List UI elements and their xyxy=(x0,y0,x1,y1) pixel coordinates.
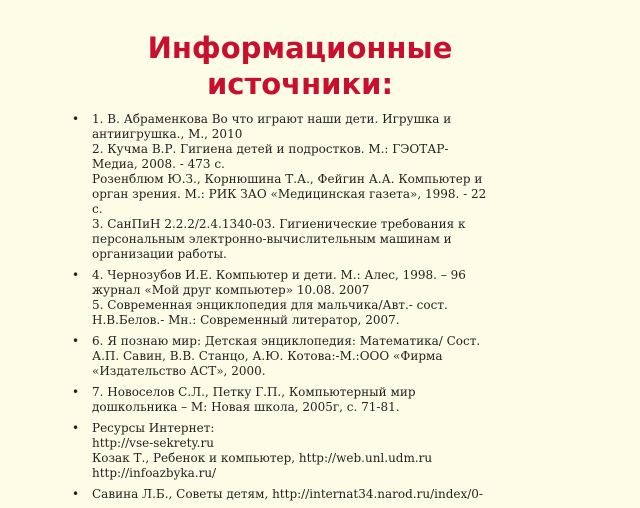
source-line: 1. В. Абраменкова Во что играют наши дети. Игрушка и xyxy=(92,112,452,126)
source-item xyxy=(72,268,542,328)
source-line: «Издательство АСТ», 2000. xyxy=(92,364,266,378)
source-line: 4. Чернозубов И.Е. Компьютер и дети. М.: Алес, 1998. – 96 xyxy=(92,268,466,282)
bullet-icon: • xyxy=(72,385,80,399)
bullet-icon: • xyxy=(72,421,80,435)
source-line: Розенблюм Ю.З., Корнюшина Т.А., Фейгин А.А. Компьютер и xyxy=(92,172,483,186)
bullet-icon: • xyxy=(72,334,80,348)
source-item xyxy=(72,421,542,481)
slide-title-line-1: Информационные xyxy=(147,31,453,65)
source-line: орган зрения. М.: РИК ЗАО «Медицинская газета», 1998. - 22 xyxy=(92,187,487,201)
source-line: 6. Я познаю мир: Детская энциклопедия: Математика/ Сост. xyxy=(92,334,481,348)
source-line: Козак Т., Ребенок и компьютер, http://web.unl.udm.ru xyxy=(92,451,433,465)
source-line: Медиа, 2008. - 473 с. xyxy=(92,157,225,171)
source-line: http://vse-sekrety.ru xyxy=(92,436,214,450)
sources-list xyxy=(72,112,542,508)
source-line: А.П. Савин, В.В. Станцо, А.Ю. Котова:-М.:ООО «Фирма xyxy=(92,349,443,363)
slide-title-line-2: источники: xyxy=(206,67,394,101)
source-item xyxy=(72,385,542,415)
source-line: 3. СанПиН 2.2.2/2.4.1340-03. Гигиенические требования к xyxy=(92,217,466,231)
source-line: с. xyxy=(92,202,103,216)
bullet-icon: • xyxy=(72,268,80,282)
source-line: Ресурсы Интернет: xyxy=(92,421,215,435)
source-item xyxy=(72,112,542,262)
source-line: журнал «Мой друг компьютер» 10.08. 2007 xyxy=(92,283,370,297)
source-line: антиигрушка., М., 2010 xyxy=(92,127,243,141)
source-line: дошкольника – М: Новая школа, 2005г, с. 71-81. xyxy=(92,400,400,414)
source-line: Савина Л.Б., Советы детям, http://internat34.narod.ru/index/0- xyxy=(92,487,483,501)
source-line: http://infoazbyka.ru/ xyxy=(92,466,217,480)
source-line: Н.В.Белов.- Мн.: Современный литератор, 2007. xyxy=(92,313,400,327)
source-line: 5. Современная энциклопедия для мальчика/Авт.- сост. xyxy=(92,298,448,312)
source-line: 7. Новоселов С.Л., Петку Г.П., Компьютерный мир xyxy=(92,385,416,399)
source-item xyxy=(72,334,542,379)
slide-title xyxy=(0,30,600,102)
bullet-icon: • xyxy=(72,112,80,126)
bullet-icon: • xyxy=(72,487,80,501)
source-line: персональным электронно-вычислительным машинам и xyxy=(92,232,452,246)
source-line: 2. Кучма В.Р. Гигиена детей и подростков. М.: ГЭОТАР- xyxy=(92,142,449,156)
source-line: организации работы. xyxy=(92,247,227,261)
source-item xyxy=(72,487,542,502)
